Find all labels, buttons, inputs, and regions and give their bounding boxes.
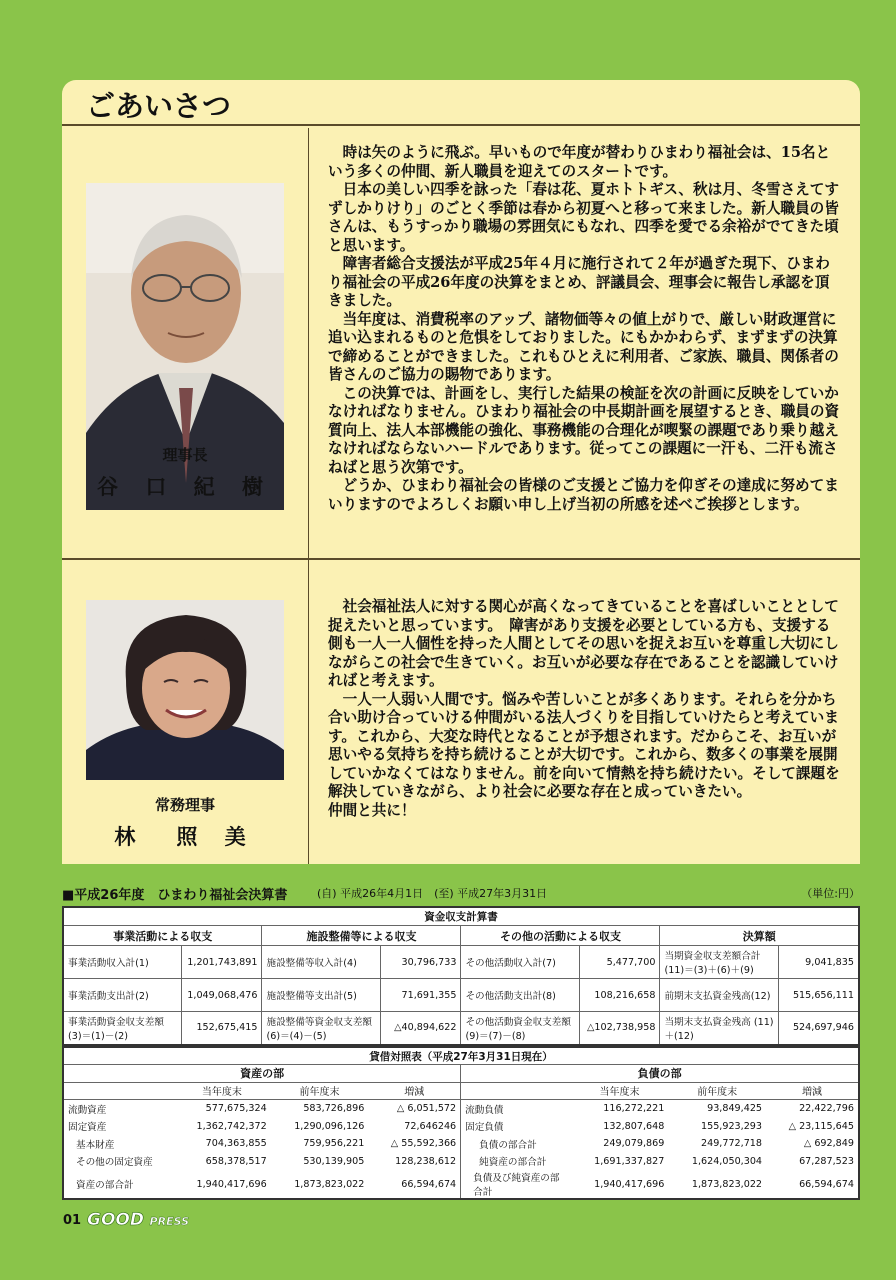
- cell-label: 基本財産: [76, 1139, 115, 1151]
- finance-title: ■平成26年度 ひまわり福祉会決算書: [62, 888, 288, 903]
- cell-label: 事業活動収入計(1): [63, 946, 182, 979]
- column-divider: [308, 128, 309, 558]
- managing-director-role: 常務理事: [154, 796, 215, 814]
- cashflow-header: 事業活動による収支: [63, 926, 262, 946]
- cell-label: 固定資産: [68, 1122, 107, 1134]
- cashflow-header: 施設整備等による収支: [262, 926, 461, 946]
- cell-value: 249,079,869: [603, 1138, 665, 1150]
- column-header: 前年度末: [271, 1082, 369, 1100]
- cell-label: 負債の部合計: [479, 1139, 537, 1151]
- cell-value: 128,238,612: [368, 1153, 460, 1171]
- cell-label: 流動負債: [465, 1104, 504, 1116]
- greeting-title: ごあいさつ: [86, 89, 232, 123]
- table-row: [63, 946, 859, 979]
- cell-value: 132,807,648: [603, 1120, 665, 1132]
- cell-value: 704,363,855: [205, 1138, 267, 1150]
- cashflow-table: [62, 906, 860, 1046]
- cell-value: 249,772,718: [700, 1138, 763, 1150]
- greeting-title-bar: [62, 80, 860, 126]
- logo-main: GOOD: [87, 1210, 144, 1230]
- good-press-logo: [87, 1210, 189, 1230]
- cell-label: 事業活動支出計(2): [63, 979, 182, 1012]
- cell-value: 583,726,896: [303, 1103, 365, 1115]
- column-header: 増減: [766, 1082, 859, 1100]
- cell-label: その他活動支出計(8): [461, 979, 580, 1012]
- row-divider: [62, 558, 860, 560]
- managing-director-message: [328, 598, 842, 820]
- message-paragraph: 時は矢のように飛ぶ。早いもので年度が替わりひまわり福祉会は、15名という多くの仲間、新人職員を迎えてのスタートです。: [328, 144, 831, 180]
- cell-value: 1,624,050,304: [691, 1155, 763, 1167]
- cell-value: 1,049,068,476: [182, 979, 262, 1012]
- cashflow-header: その他の活動による収支: [461, 926, 660, 946]
- cell-label: 事業活動資金収支差額 (3)＝(1)－(2): [63, 1012, 182, 1045]
- table-row: [63, 1117, 859, 1135]
- column-divider: [308, 560, 309, 864]
- cell-label: 資産の部合計: [76, 1180, 134, 1192]
- chairman-message: [328, 144, 842, 514]
- managing-director-name: 林 照 美: [114, 824, 256, 849]
- table-row: [63, 1135, 859, 1153]
- message-paragraph: 障害者総合支援法が平成25年４月に施行されて２年が過ぎた現下、ひまわり福祉会の平成26年度の決算をまとめ、評議員会、理事会に報告し承認を頂きました。: [328, 255, 830, 309]
- cell-value: 1,201,743,891: [182, 946, 262, 979]
- cell-value: 530,139,905: [303, 1155, 365, 1167]
- cell-value: 66,594,674: [799, 1178, 854, 1190]
- column-header: 当年度末: [571, 1082, 669, 1100]
- cell-label: 固定負債: [465, 1122, 504, 1134]
- cell-value: 22,422,796: [799, 1103, 854, 1115]
- cell-label: 純資産の部合計: [479, 1157, 547, 1169]
- finance-unit: （単位:円）: [801, 887, 860, 900]
- cell-value: 155,923,293: [700, 1120, 763, 1132]
- chairman-role: 理事長: [162, 446, 208, 464]
- cell-value: 9,041,835: [779, 946, 859, 979]
- cell-value: △ 6,051,572: [368, 1100, 460, 1118]
- table-row: [63, 979, 859, 1012]
- cell-value: 72,646246: [368, 1117, 460, 1135]
- cashflow-header: 決算額: [660, 926, 859, 946]
- cell-label: その他の固定資産: [76, 1157, 153, 1169]
- balance-caption: 貸借対照表（平成27年3月31日現在）: [63, 1047, 859, 1065]
- chairman-name: 谷 口 紀 樹: [97, 474, 273, 499]
- cell-label: 施設整備等支出計(5): [262, 979, 381, 1012]
- liabilities-title: 負債の部: [461, 1065, 859, 1083]
- cell-value: 152,675,415: [182, 1012, 262, 1045]
- managing-director-caption: [62, 794, 308, 851]
- cell-value: 93,849,425: [707, 1103, 763, 1115]
- cell-value: 30,796,733: [381, 946, 461, 979]
- message-paragraph: どうか、ひまわり福祉会の皆様のご支援とご協力を仰ぎその達成に努めてまいりますのでよろしくお願い申し上げ当初の所感を述べご挨拶とします。: [328, 477, 839, 513]
- cell-label: 前期末支払資金残高(12): [660, 979, 779, 1012]
- cell-label: 施設整備等収入計(4): [262, 946, 381, 979]
- cell-value: 66,594,674: [368, 1170, 460, 1199]
- message-paragraph: 日本の美しい四季を詠った「春は花、夏ホトトギス、秋は月、冬雪さえてすずしかりけり」のごとく季節は春から初夏へと移って来ました。新人職員の皆さんは、もうすっかり職場の雰囲気にもなれ、四季を愛でる余裕がでてきた頃と思います。: [328, 181, 839, 254]
- table-row: [63, 1012, 859, 1045]
- finance-header: [62, 882, 860, 904]
- cell-value: △40,894,622: [381, 1012, 461, 1045]
- cell-label: 当期末支払資金残高 (11)＋(12): [660, 1012, 779, 1045]
- cell-value: 515,656,111: [779, 979, 859, 1012]
- cell-value: 577,675,324: [205, 1103, 267, 1115]
- cell-value: 67,287,523: [799, 1155, 854, 1167]
- column-header: 前年度末: [668, 1082, 766, 1100]
- cell-value: 71,691,355: [381, 979, 461, 1012]
- cell-value: 1,940,417,696: [196, 1178, 267, 1190]
- finance-period: (自) 平成26年4月1日 (至) 平成27年3月31日: [317, 887, 548, 900]
- cell-value: 1,873,823,022: [691, 1178, 763, 1190]
- cell-value: 1,691,337,827: [594, 1155, 665, 1167]
- cell-value: 1,290,096,126: [294, 1120, 365, 1132]
- message-paragraph: 当年度は、消費税率のアップ、諸物価等々の値上がりで、厳しい財政運営に追い込まれるものと危惧をしておりました。にもかかわらず、まずまずの決算で締めることができました。これもひとえに利用者、ご家族、職員、関係者の皆さんのご協力の賜物であります。: [328, 310, 839, 383]
- message-paragraph: この決算では、計画をし、実行した結果の検証を次の計画に反映をしていかなければなりません。ひまわり福祉会の中長期計画を展望するとき、職員の資質向上、法人本部機能の強化、事務機能の合理化が喫緊の課題であり乗り越えなければならないハードルであります。従ってこの課題に一汗も、二汗も流さねばと思う次第です。: [328, 384, 840, 476]
- cell-value: △102,738,958: [580, 1012, 660, 1045]
- cashflow-caption: 資金収支計算書: [63, 907, 859, 926]
- greeting-section: [62, 80, 860, 864]
- cell-label: 施設整備等資金収支差額 (6)＝(4)－(5): [262, 1012, 381, 1045]
- cell-value: 524,697,946: [779, 1012, 859, 1045]
- cell-label: 流動資産: [68, 1104, 107, 1116]
- cell-label: その他活動収入計(7): [461, 946, 580, 979]
- message-paragraph: 一人一人弱い人間です。悩みや苦しいことが多くあります。それらを分かち合い助け合っていける仲間がいる法人づくりを目指していけたらと考えています。これから、大変な時代となることが予想されます。だからこそ、お互いが思いやる気持ちを持ち続けることが大切です。これから、数多くの事業を展開していかなくてはなりません。前を向いて情熱を持ち続けたい。そして課題を解決していきながら、より社会に必要な存在と成っていきたい。: [328, 690, 840, 800]
- balance-sheet-table: [62, 1046, 860, 1200]
- column-header: 当年度末: [173, 1082, 271, 1100]
- cell-value: 759,956,221: [303, 1138, 365, 1150]
- cell-value: 1,873,823,022: [294, 1178, 365, 1190]
- table-row: [63, 1153, 859, 1171]
- cell-value: 116,272,221: [603, 1103, 665, 1115]
- assets-title: 資産の部: [63, 1065, 461, 1083]
- table-row: [63, 1170, 859, 1199]
- cell-label: その他活動資金収支差額 (9)＝(7)－(8): [461, 1012, 580, 1045]
- cell-value: 658,378,517: [205, 1155, 267, 1167]
- column-header: 増減: [368, 1082, 460, 1100]
- message-paragraph: 仲間と共に！: [328, 801, 416, 819]
- logo-sub: PRESS: [149, 1215, 190, 1228]
- cell-value: △ 23,115,645: [788, 1120, 854, 1132]
- cell-value: △ 55,592,366: [368, 1135, 460, 1153]
- cell-value: 1,362,742,372: [196, 1120, 267, 1132]
- cell-value: △ 692,849: [803, 1138, 854, 1150]
- cell-value: 5,477,700: [580, 946, 660, 979]
- chairman-caption: [62, 444, 308, 501]
- page-number: 01: [63, 1213, 82, 1228]
- cell-label: 負債及び純資産の部合計: [473, 1173, 560, 1199]
- cell-label: 当期資金収支差額合計 (11)＝(3)＋(6)＋(9): [660, 946, 779, 979]
- cell-value: 108,216,658: [580, 979, 660, 1012]
- message-paragraph: 社会福祉法人に対する関心が高くなってきていることを喜ばしいこととして捉えたいと思っています。 障害があり支援を必要としている方も、支援する側も一人一人個性を持った人間としてその思いを捉えお互いを尊重し大切にしながらこの社会で生きていく。お互いが必要な存在であることを認識していければと考えます。: [328, 598, 839, 689]
- cell-value: 1,940,417,696: [594, 1178, 665, 1190]
- table-row: [63, 1100, 859, 1118]
